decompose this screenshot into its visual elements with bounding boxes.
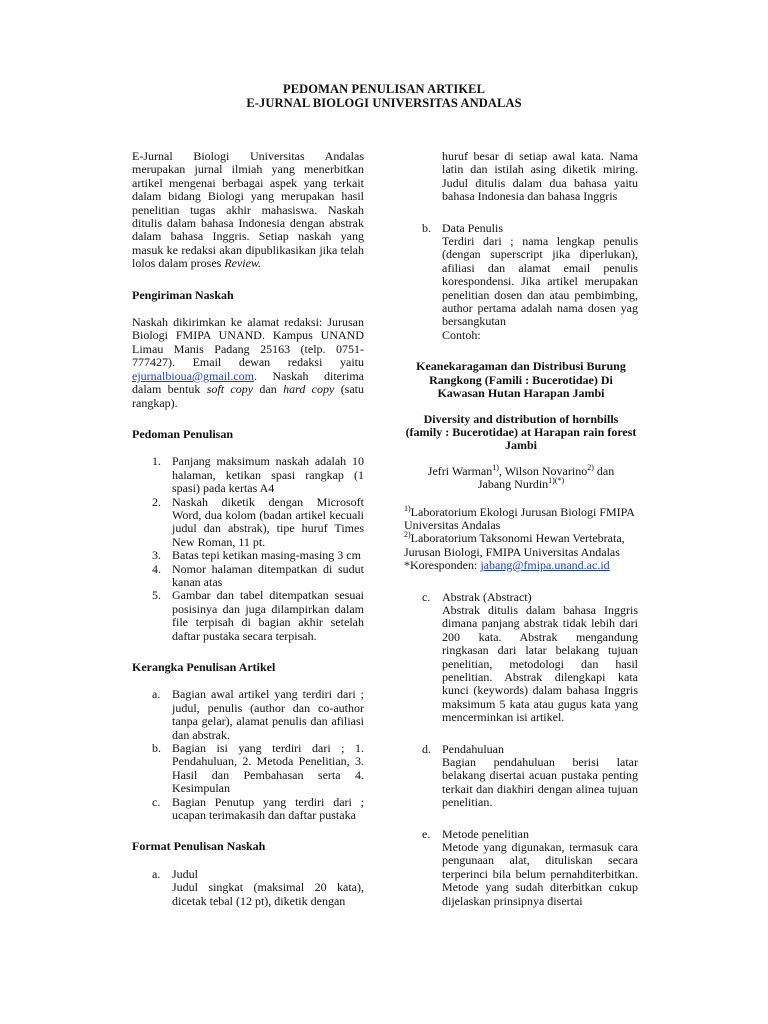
correspondence — [404, 559, 638, 572]
list-item-text: Gambar dan tabel ditempatkan sesuai posisinya dan juga dilampirkan dalam file terpisah di bagian akhir setelah daftar pustaka secara terpisah. — [172, 588, 364, 643]
aff-1-text: Laboratorium Ekologi Jurusan Biologi FMIPA Universitas Andalas — [404, 504, 635, 532]
heading-format: Format Penulisan Naskah — [132, 839, 266, 854]
redaksi-email-link[interactable]: ejurnalbioua@gmail.com — [132, 368, 255, 383]
intro-text: E-Jurnal Biologi Universitas Andalas merupakan jurnal ilmiah yang menerbitkan artikel mengenai berbagai aspek yang terkait dalam bidang Biologi yang merupakan hasil penelitian tugas akhir mahasiswa. Naskah ditulis dalam bahasa Indonesia dengan abstrak dalam bahasa Inggris. Setiap naskah yang masuk ke redaksi akan dipublikasikan jika telah lolos dalam proses — [132, 149, 364, 271]
format-item-pendahuluan — [404, 743, 638, 810]
aff-2-text: Laboratorium Taksonomi Hewan Vertebrata, Jurusan Biologi, FMIPA Universitas Andalas — [404, 531, 625, 559]
list-marker: 1. — [152, 454, 161, 469]
judul-text: Judul singkat (maksimal 20 kata), dicetak tebal (12 pt), diketik dengan — [172, 880, 364, 908]
judul-continuation-text: huruf besar di setiap awal kata. Nama latin dan istilah asing diketik miring. Judul ditulis dalam dua bahasa yaitu bahasa Indonesia dan bahasa Inggris — [442, 149, 638, 204]
format-item-abstrak — [404, 591, 638, 725]
list-item-text: Bagian isi yang terdiri dari ; 1. Pendahuluan, 2. Metoda Penelitian, 3. Hasil dan Pembahasan serta 4. Kesimpulan — [172, 741, 364, 796]
list-item-text: Nomor halaman ditempatkan di sudut kanan atas — [172, 561, 364, 589]
pengiriman-text-3: (satu rangkap). — [132, 382, 365, 410]
list-marker: c. — [422, 589, 431, 604]
abstrak-text: Abstrak ditulis dalam bahasa Inggris dimana panjang abstrak tidak lebih dari 200 kata. Abstrak mengandung ringkasan dari latar belakang tujuan penelitian, metodologi dan hasil penelitian. Abstrak dilengkapi kata kunci (keywords) dalam bahasa Inggris maksimum 5 kata atau gugus kata yang mencerminkan isi artikel. — [442, 602, 638, 725]
metode-text: Metode yang digunakan, termasuk cara pengunaan alat, dituliskan secara terperinci bila belum pernahditerbitkan. Metode yang sudah diterbitkan cukup dijelaskan prinsipnya disertai — [442, 840, 638, 908]
koresponden-email-link[interactable]: jabang@fmipa.unand.ac.id — [480, 558, 610, 573]
pendahuluan-text: Bagian pendahuluan berisi latar belakang disertai acuan pustaka penting terkait dan diakhiri dengan alinea tujuan penelitian. — [442, 755, 638, 810]
author-conjunction: dan — [593, 463, 615, 478]
author-1: Jefri Warman — [427, 463, 493, 478]
left-column — [132, 150, 364, 908]
list-marker: b. — [152, 741, 161, 756]
judul-heading: Judul — [172, 866, 199, 881]
list-item — [132, 589, 364, 643]
heading-pengiriman: Pengiriman Naskah — [132, 287, 234, 302]
list-marker: a. — [152, 687, 161, 702]
metode-heading: Metode penelitian — [442, 826, 529, 841]
example-title-indonesian: Keanekaragaman dan Distribusi Burung Rangkong (Famili : Bucerotidae) Di Kawasan Hutan Harapan Jambi — [416, 359, 626, 401]
format-item-metode — [404, 828, 638, 908]
affiliation-1 — [404, 503, 638, 533]
author-3-sup: 1)(*) — [548, 476, 565, 486]
judul-continuation — [404, 150, 638, 204]
pengiriman-paragraph — [132, 316, 364, 410]
list-item-text: Bagian awal artikel yang terdiri dari ; judul, penulis (author dan co-author tanpa gelar), alamat penulis dan afiliasi dan abstrak. — [172, 687, 364, 742]
intro-review-italic: Review. — [224, 256, 262, 271]
pendahuluan-heading: Pendahuluan — [442, 741, 504, 756]
list-item — [132, 496, 364, 550]
pedoman-list — [132, 455, 364, 643]
right-column — [404, 150, 638, 908]
list-item — [132, 563, 364, 590]
aff-1-sup: 1) — [404, 503, 411, 513]
format-item-judul — [132, 868, 364, 908]
data-penulis-heading: Data Penulis — [442, 220, 503, 235]
affiliation-2 — [404, 532, 638, 559]
author-3: Jabang Nurdin — [477, 477, 549, 492]
format-item-data-penulis — [404, 222, 638, 343]
list-marker: 5. — [152, 588, 161, 603]
hard-copy-italic: hard copy — [283, 382, 335, 397]
koresponden-label: *Koresponden: — [404, 558, 481, 573]
list-item-text: Batas tepi ketikan masing-masing 3 cm — [172, 548, 361, 563]
heading-pedoman: Pedoman Penulisan — [132, 426, 234, 441]
list-marker: 2. — [152, 494, 161, 509]
list-item-text: Bagian Penutup yang terdiri dari ; ucapan terimakasih dan daftar pustaka — [172, 794, 364, 823]
list-marker: b. — [422, 220, 431, 235]
example-title-english: Diversity and distribution of hornbills (family : Bucerotidae) at Harapan rain forest Jambi — [405, 411, 637, 453]
aff-2-sup: 2) — [404, 530, 411, 540]
contoh-label: Contoh: — [442, 327, 481, 342]
list-item — [132, 796, 364, 823]
dan-text: dan — [259, 382, 277, 397]
list-item — [132, 742, 364, 796]
list-marker: e. — [422, 826, 431, 841]
list-marker: c. — [152, 794, 161, 809]
pengiriman-text-2: . Naskah diterima dalam bentuk — [132, 368, 364, 397]
doc-title-line1: PEDOMAN PENULISAN ARTIKEL — [282, 82, 486, 96]
list-item — [132, 688, 364, 742]
author-1-sup: 1) — [492, 462, 499, 472]
intro-paragraph — [132, 150, 364, 271]
author-2: , Wilson Novarino — [498, 463, 588, 478]
soft-copy-italic: soft copy — [206, 382, 254, 397]
data-penulis-text: Terdiri dari ; nama lengkap penulis (dengan superscript jika diperlukan), afiliasi dan alamat email penulis korespondensi. Jika artikel merupakan penelitian dosen dan atau pembimbing, author pertama adalah nama dosen yag bersangkutan — [442, 234, 638, 329]
heading-kerangka: Kerangka Penulisan Artikel — [132, 660, 276, 674]
pengiriman-text-1: Naskah dikirimkan ke alamat redaksi: Jurusan Biologi FMIPA UNAND. Kampus UNAND Limau Manis Padang 25163 (telp. 0751-777427). Email dewan redaksi yaitu — [132, 315, 364, 370]
doc-title-line2: E-JURNAL BIOLOGI UNIVERSITAS ANDALAS — [246, 96, 522, 110]
list-item-text: Panjang maksimum naskah adalah 10 halaman, ketikan spasi rangkap (1 spasi) pada kertas A4 — [172, 454, 364, 496]
list-marker: 3. — [152, 548, 161, 563]
list-item-text: Naskah diketik dengan Microsoft Word, dua kolom (badan artikel kecuali judul dan abstrak), tipe huruf Times New Roman, 11 pt. — [172, 494, 364, 549]
list-marker: a. — [152, 866, 161, 881]
list-item — [132, 549, 364, 562]
list-marker: 4. — [152, 561, 161, 576]
list-item — [132, 455, 364, 495]
abstrak-heading: Abstrak (Abstract) — [442, 589, 532, 604]
list-marker: d. — [422, 741, 431, 756]
author-2-sup: 2) — [587, 462, 594, 472]
kerangka-list — [132, 688, 364, 822]
example-authors — [404, 462, 638, 492]
